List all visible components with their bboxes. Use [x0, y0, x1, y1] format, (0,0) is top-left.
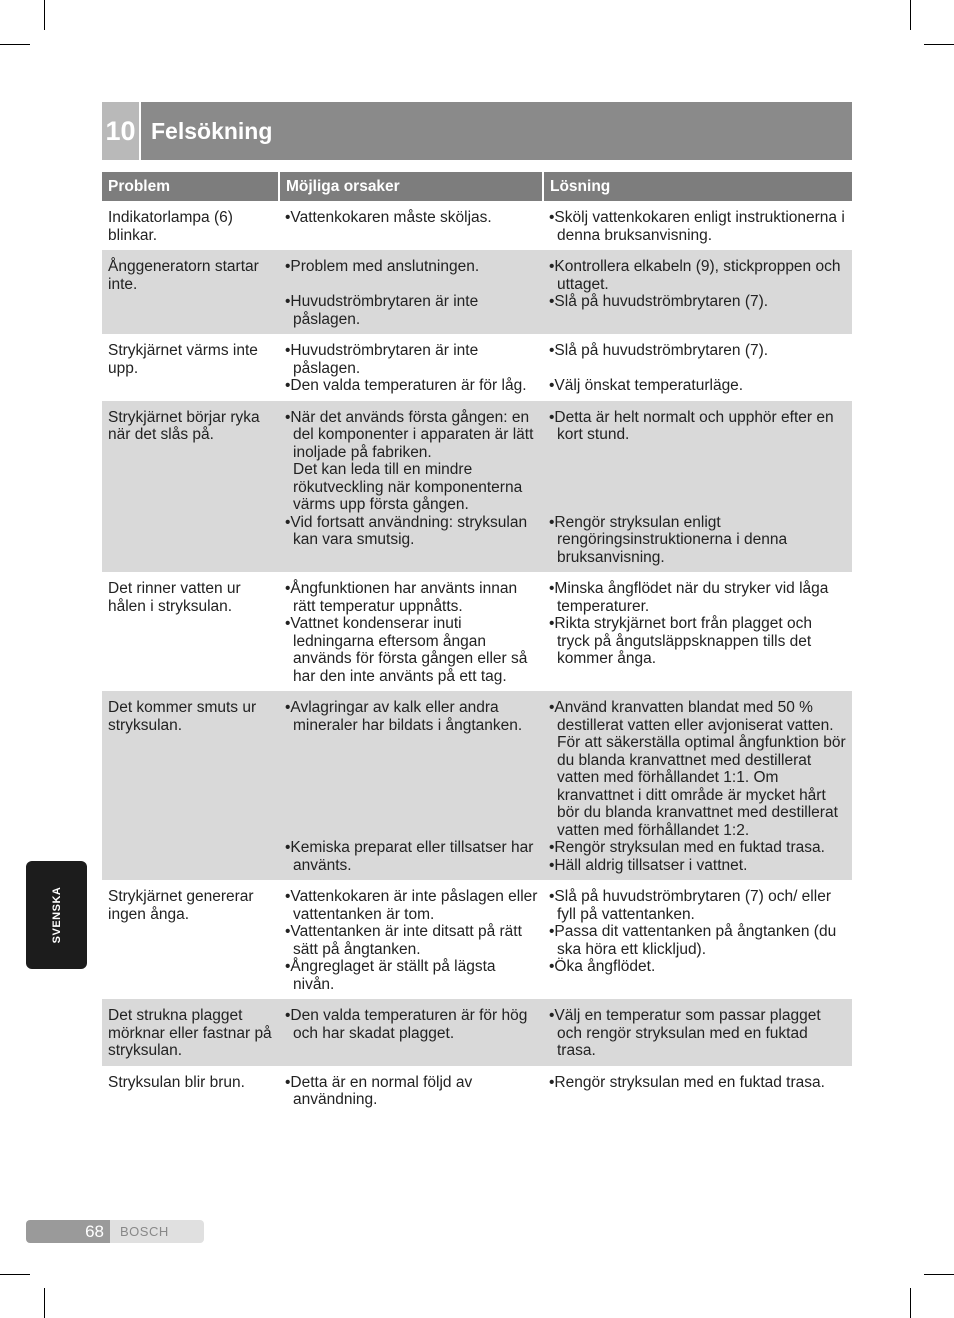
problem-cell: Det strukna plagget mörknar eller fastnar på stryksulan.: [102, 999, 279, 1066]
language-side-tab: [26, 861, 87, 969]
solution-cell: [543, 401, 852, 573]
solution-item: •Slå på huvudströmbrytaren (7).: [549, 342, 769, 359]
causes-cell: [279, 334, 543, 401]
solution-item: •Slå på huvudströmbrytaren (7) och/ eller fyll på vattentanken.: [549, 888, 831, 923]
table-row: [102, 999, 852, 1066]
cause-item: •Vattentanken är inte ditsatt på rätt sätt på ångtanken.: [285, 923, 522, 958]
language-label: SVENSKA: [50, 886, 63, 944]
solution-item: •Slå på huvudströmbrytaren (7).: [549, 293, 769, 310]
causes-cell: [279, 201, 543, 250]
solution-cell: [543, 572, 852, 691]
solution-item: •Passa dit vattentanken på ångtanken (du ska höra ett klickljud).: [549, 923, 837, 958]
causes-cell: [279, 1066, 543, 1115]
cause-item: •Vattnet kondenserar inuti ledningarna eftersom ångan används för första gången eller så har den inte använts på ett tag.: [285, 615, 528, 685]
cause-item: •Vattenkokaren är inte påslagen eller vattentanken är tom.: [285, 888, 538, 923]
page-title: Felsökning: [151, 117, 273, 144]
crop-mark: [910, 1288, 911, 1318]
table-row: [102, 250, 852, 334]
cause-item: •Huvudströmbrytaren är inte påslagen.: [285, 293, 479, 328]
solution-item: •Detta är helt normalt och upphör efter en kort stund.: [549, 408, 834, 443]
problem-cell: Indikatorlampa (6) blinkar.: [108, 209, 233, 244]
cause-item: •Problem med anslutningen.: [285, 258, 480, 275]
solution-cell: [543, 201, 852, 250]
brand-name: BOSCH: [110, 1220, 204, 1243]
column-header-problem: Problem: [102, 172, 279, 201]
solution-cell: [543, 334, 852, 401]
cause-item: •Den valda temperaturen är för låg.: [285, 377, 527, 394]
solution-item: •Häll aldrig tillsatser i vattnet.: [549, 856, 748, 874]
problem-cell: Strykjärnet genererar ingen ånga.: [108, 888, 254, 923]
cause-item: •Vid fortsatt användning: stryksulan kan vara smutsig.: [285, 513, 528, 548]
cause-item: •Avlagringar av kalk eller andra mineraler har bildats i ångtanken.: [285, 699, 523, 734]
cause-item: •När det används första gången: en del komponenter i apparaten är lätt inoljade på fabriken.: [285, 408, 534, 461]
column-header-causes: Möjliga orsaker: [279, 172, 543, 201]
problem-cell: Strykjärnet börjar ryka när det slås på.: [102, 401, 279, 573]
page-number: 68: [26, 1220, 110, 1243]
solution-item: •Rengör stryksulan med en fuktad trasa.: [549, 1073, 825, 1091]
crop-mark: [44, 1288, 45, 1318]
problem-cell: Stryksulan blir brun.: [108, 1073, 245, 1091]
cause-item: •Huvudströmbrytaren är inte påslagen.: [285, 342, 479, 377]
solution-item: •Minska ångflödet när du stryker vid låga temperaturer.: [549, 580, 829, 615]
cause-item: •Ångreglaget är ställt på lägsta nivån.: [285, 958, 496, 993]
solution-item: •Välj önskat temperaturläge.: [549, 377, 744, 394]
solution-item: •Öka ångflödet.: [549, 958, 656, 975]
table-row: [102, 334, 852, 401]
problem-cell: Ånggeneratorn startar inte.: [102, 250, 279, 334]
problem-cell: Det rinner vatten ur hålen i stryksulan.: [108, 580, 241, 615]
causes-cell: [279, 691, 543, 880]
crop-mark: [0, 1274, 30, 1275]
problem-cell: Det kommer smuts ur stryksulan.: [102, 691, 279, 880]
chapter-number: 10: [102, 102, 141, 160]
crop-mark: [924, 1274, 954, 1275]
cause-item: Det kan leda till en mindre rökutveckling när komponenterna värms upp första gången.: [293, 461, 523, 513]
table-row: [102, 572, 852, 691]
page-footer: [26, 1220, 204, 1243]
cause-item: •Vattenkokaren måste sköljas.: [285, 209, 492, 226]
cause-item: •Detta är en normal följd av användning.: [285, 1073, 473, 1108]
causes-cell: [279, 572, 543, 691]
solution-cell: [543, 250, 852, 334]
causes-cell: [279, 401, 543, 573]
crop-mark: [910, 0, 911, 30]
column-header-solution: Lösning: [543, 172, 852, 201]
cause-item: •Kemiska preparat eller tillsatser har använts.: [285, 839, 534, 874]
table-row: [102, 1066, 852, 1115]
troubleshooting-table: [102, 172, 852, 1115]
solution-item: •Skölj vattenkokaren enligt instruktionerna i denna bruksanvisning.: [549, 209, 845, 244]
solution-item: •Rengör stryksulan med en fuktad trasa.: [549, 839, 825, 856]
cause-item: •Den valda temperaturen är för hög och har skadat plagget.: [285, 1007, 528, 1042]
chapter-header: [102, 102, 852, 160]
problem-cell: Strykjärnet värms inte upp.: [108, 342, 258, 377]
table-row: [102, 401, 852, 573]
crop-mark: [924, 44, 954, 45]
solution-item: •Rikta strykjärnet bort från plagget och tryck på ångutsläppsknappen tills det kommer ånga.: [549, 615, 813, 667]
cause-item: •Ångfunktionen har använts innan rätt temperatur uppnåtts.: [285, 580, 518, 615]
table-row: [102, 201, 852, 250]
causes-cell: [279, 999, 543, 1066]
crop-mark: [44, 0, 45, 30]
solution-cell: [543, 880, 852, 999]
solution-cell: [543, 691, 852, 880]
causes-cell: [279, 880, 543, 999]
solution-item: •Använd kranvatten blandat med 50 % destillerat vatten eller avjoniserat vatten. För att säkerställa optimal ångfunktion bör du blanda kranvattnet med destillerat vatten med förhållandet 1:1. Om kranvattnet i ditt område är mycket hårt bör du blanda kranvattnet med destillerat vatten med förhållandet 1:2.: [549, 699, 846, 839]
crop-mark: [0, 44, 30, 45]
table-header-row: [102, 172, 852, 201]
solution-item: •Rengör stryksulan enligt rengöringsinstruktionerna i denna bruksanvisning.: [549, 513, 788, 566]
solution-item: •Välj en temperatur som passar plagget och rengör stryksulan med en fuktad trasa.: [549, 1007, 821, 1059]
solution-item: •Kontrollera elkabeln (9), stickproppen och uttaget.: [549, 258, 841, 293]
solution-cell: [543, 1066, 852, 1115]
table-row: [102, 880, 852, 999]
table-row: [102, 691, 852, 880]
causes-cell: [279, 250, 543, 334]
solution-cell: [543, 999, 852, 1066]
